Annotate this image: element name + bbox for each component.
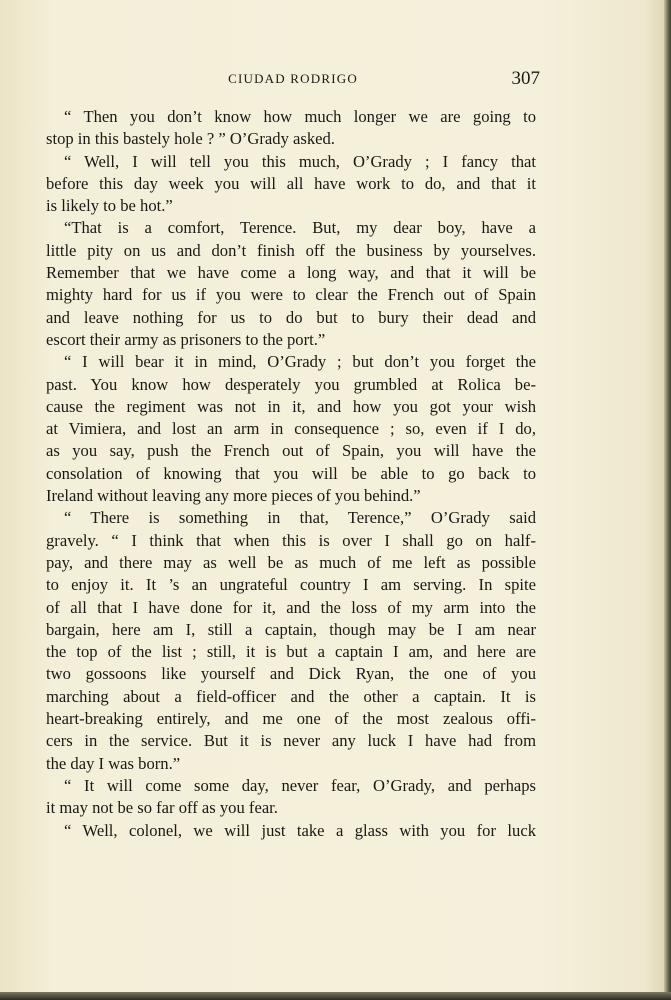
text-line: bargain, here am I, still a captain, though may be I am near xyxy=(46,619,536,639)
text-line: past. You know how desperately you grumbled at Rolica be- xyxy=(46,374,536,394)
text-line: gravely. “ I think that when this is over I shall go on half- xyxy=(46,530,536,550)
text-line: “ I will bear it in mind, O’Grady ; but don’t you forget the xyxy=(64,352,536,372)
text-line: stop in this bastely hole ? ” O’Grady asked. xyxy=(46,129,335,149)
text-line: Ireland without leaving any more pieces of you behind.” xyxy=(46,486,421,506)
page-edge-bottom xyxy=(0,992,671,1000)
text-line: “ It will come some day, never fear, O’Grady, and perhaps xyxy=(64,775,536,795)
text-line: heart-breaking entirely, and me one of the most zealous offi- xyxy=(46,709,536,729)
text-line: marching about a field-officer and the other a captain. It is xyxy=(46,686,536,706)
text-line: it may not be so far off as you fear. xyxy=(46,798,278,818)
text-line: cers in the service. But it is never any luck I have had from xyxy=(46,731,536,751)
running-head xyxy=(46,68,540,92)
text-line: mighty hard for us if you were to clear the French out of Spain xyxy=(46,285,536,305)
text-line: pay, and there may as well be as much of me left as possible xyxy=(46,552,536,572)
text-line: and leave nothing for us to do but to bury their dead and xyxy=(46,307,536,327)
text-line: to enjoy it. It ’s an ungrateful country I am serving. In spite xyxy=(46,575,536,595)
text-line: as you say, push the French out of Spain, you will have the xyxy=(46,441,536,461)
text-line: of all that I have done for it, and the loss of my arm into the xyxy=(46,597,536,617)
page-number: 307 xyxy=(511,68,540,89)
text-line: is likely to be hot.” xyxy=(46,196,173,216)
text-line: “ Then you don’t know how much longer we are going to xyxy=(64,107,536,126)
text-line: “That is a comfort, Terence. But, my dear boy, have a xyxy=(64,218,536,238)
text-line: “ Well, I will tell you this much, O’Grady ; I fancy that xyxy=(64,151,536,171)
text-line: consolation of knowing that you will be able to go back to xyxy=(46,463,536,483)
text-line: “ Well, colonel, we will just take a glass with you for luck xyxy=(64,820,536,840)
text-line: at Vimiera, and lost an arm in consequence ; so, even if I do, xyxy=(46,419,536,439)
running-title: CIUDAD RODRIGO xyxy=(228,71,358,86)
text-line: cause the regiment was not in it, and how you got your wish xyxy=(46,396,536,416)
text-line: escort their army as prisoners to the port.” xyxy=(46,329,326,349)
text-line: the day I was born.” xyxy=(46,753,181,773)
text-line: Remember that we have come a long way, and that it will be xyxy=(46,263,536,283)
text-line: little pity on us and don’t finish off the business by yourselves. xyxy=(46,240,536,260)
text-line: “ There is something in that, Terence,” O’Grady said xyxy=(64,508,536,528)
text-line: the top of the list ; still, it is but a captain I am, and here are xyxy=(46,642,536,662)
page-edge-right xyxy=(664,0,671,1000)
text-line: two gossoons like yourself and Dick Ryan, the one of you xyxy=(46,664,536,684)
text-line: before this day week you will all have work to do, and that it xyxy=(46,173,536,193)
body-text xyxy=(46,106,536,842)
